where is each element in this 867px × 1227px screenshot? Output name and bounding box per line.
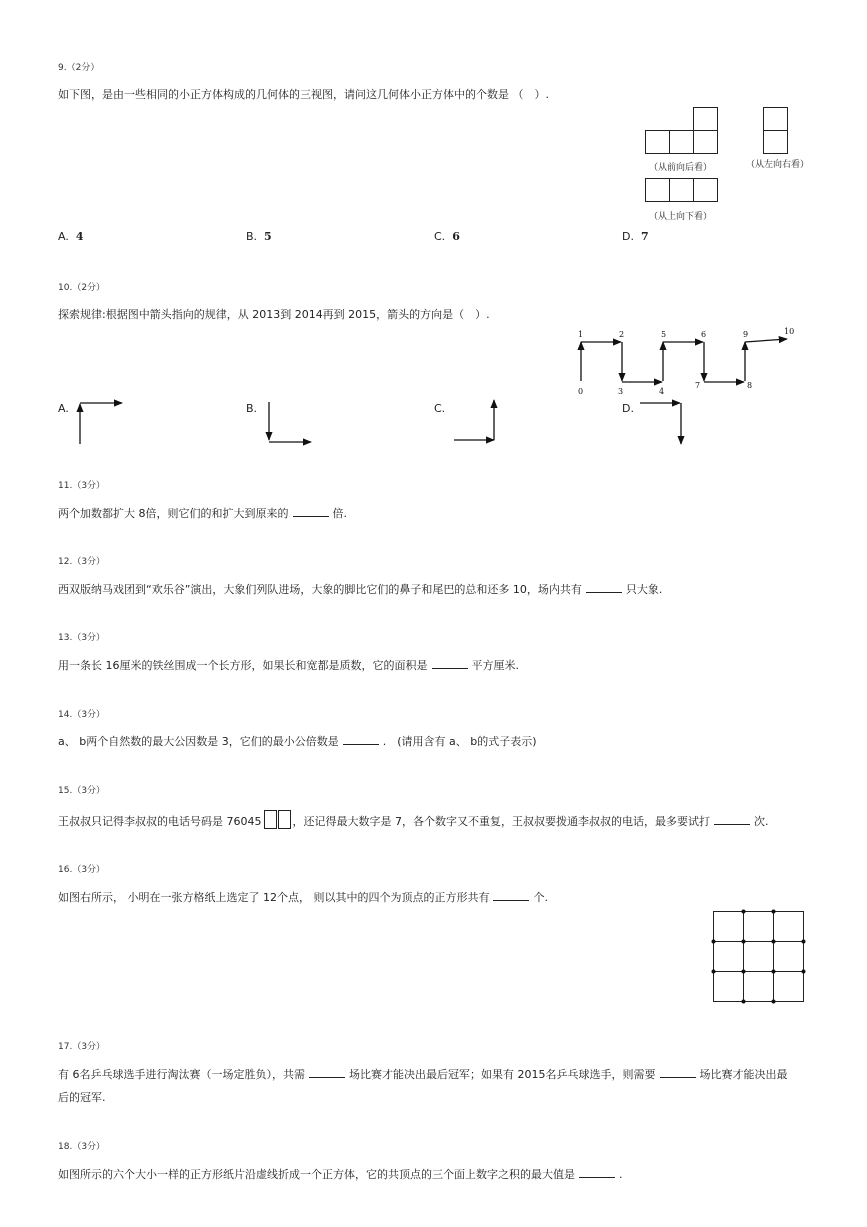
q11-header: [58, 478, 105, 491]
q9-left-view: [763, 106, 793, 156]
q10-option-c-arrows[interactable]: [452, 396, 502, 446]
pattern-label-7: 7: [695, 381, 701, 390]
q15-header: [58, 783, 105, 796]
q12-text: 西双版纳马戏团到“欢乐谷”演出，大象们列队进场，大象的脚比它们的鼻子和尾巴的总和还多 10，场内共有 只大象.: [58, 583, 663, 596]
pattern-label-8: 8: [747, 381, 753, 390]
q15-digit-box-2: [278, 810, 291, 829]
q15-score: （3分）: [72, 786, 106, 796]
q9-option-c[interactable]: C. 6: [434, 230, 460, 243]
q16-dot-grid-figure: [712, 910, 807, 1005]
q15-digit-box-1: [264, 810, 277, 829]
q9-caption-top: （从上向下看）: [649, 212, 713, 222]
q18-answer-blank[interactable]: [579, 1168, 615, 1178]
q9-number: 9.: [58, 63, 67, 73]
q10-option-d-arrows[interactable]: [638, 398, 688, 448]
q16-answer-blank[interactable]: [493, 891, 529, 901]
q11-answer-blank[interactable]: [293, 507, 329, 517]
q13-number: 13.: [58, 633, 73, 643]
q11-score: （3分）: [72, 481, 106, 491]
q14-text: a、 b两个自然数的最大公因数是 3，它们的最小公倍数是 . (请用含有 a、 b的式子表示): [58, 735, 537, 748]
q16-number: 16.: [58, 865, 73, 875]
q11-text: 两个加数都扩大 8倍，则它们的和扩大到原来的 倍.: [58, 507, 347, 520]
q11-number: 11.: [58, 481, 73, 491]
q14-score: （3分）: [72, 710, 106, 720]
q9-caption-front: （从前向后看）: [649, 163, 713, 173]
pattern-label-2: 2: [619, 330, 625, 339]
q10-option-c-label[interactable]: C.: [434, 402, 446, 415]
q15-number: 15.: [58, 786, 73, 796]
q10-score: （2分）: [72, 283, 106, 293]
pattern-label-3: 3: [618, 387, 624, 396]
q10-pattern-figure: [570, 325, 800, 400]
q9-option-b[interactable]: B. 5: [246, 230, 272, 243]
q13-header: [58, 630, 105, 643]
q17-number: 17.: [58, 1042, 73, 1052]
q16-text: 如图右所示， 小明在一张方格纸上选定了 12个点， 则以其中的四个为顶点的正方形共有 个.: [58, 891, 548, 904]
q16-header: [58, 862, 105, 875]
pattern-label-9: 9: [743, 330, 749, 339]
q17-answer-blank-1[interactable]: [309, 1068, 345, 1078]
q12-number: 12.: [58, 557, 73, 567]
pattern-label-6: 6: [701, 330, 707, 339]
q14-answer-blank[interactable]: [343, 735, 379, 745]
q10-option-b-arrows[interactable]: [260, 400, 315, 448]
q14-header: [58, 707, 105, 720]
q18-header: [58, 1139, 105, 1152]
q10-number: 10.: [58, 283, 73, 293]
q15-text: 王叔叔只记得李叔叔的电话号码是 76045 ，还记得最大数字是 7，各个数字又不重复，王叔叔要拨通李叔叔的电话，最多要试打 次.: [58, 810, 769, 829]
pattern-label-10: 10: [784, 327, 795, 336]
q10-header: [58, 280, 105, 293]
q17-header: [58, 1039, 105, 1052]
q13-answer-blank[interactable]: [432, 659, 468, 669]
q9-option-a[interactable]: A. 4: [58, 230, 84, 243]
q9-score: （2分）: [66, 63, 100, 73]
q10-option-a-arrows[interactable]: [72, 396, 127, 446]
q12-header: [58, 554, 105, 567]
pattern-label-1: 1: [578, 330, 584, 339]
q15-answer-blank[interactable]: [714, 815, 750, 825]
q9-option-d[interactable]: D. 7: [622, 230, 649, 243]
pattern-label-0: 0: [578, 387, 584, 396]
q9-front-view: [645, 106, 720, 156]
q17-text-line2: 后的冠军.: [58, 1091, 106, 1104]
q13-score: （3分）: [72, 633, 106, 643]
q17-answer-blank-2[interactable]: [660, 1068, 696, 1078]
q10-text: 探索规律:根据图中箭头指向的规律，从 2013到 2014再到 2015，箭头的方向是（ ）.: [58, 308, 490, 321]
q12-score: （3分）: [72, 557, 106, 567]
q10-option-d-label[interactable]: D.: [622, 402, 634, 415]
q18-text: 如图所示的六个大小一样的正方形纸片沿虚线折成一个正方体，它的共顶点的三个面上数字之积的最大值是 .: [58, 1168, 623, 1181]
q9-text: 如下图，是由一些相同的小正方体构成的几何体的三视图，请问这几何体小正方体中的个数是 （ ）.: [58, 88, 549, 101]
q10-option-a-label[interactable]: A.: [58, 402, 69, 415]
pattern-label-4: 4: [659, 387, 665, 396]
q17-text-line1: 有 6名乒乓球选手进行淘汰赛（一场定胜负），共需 场比赛才能决出最后冠军；如果有 2015名乒乓球选手，则需要 场比赛才能决出最: [58, 1068, 788, 1081]
q9-header: [58, 60, 99, 73]
q12-answer-blank[interactable]: [586, 583, 622, 593]
q14-number: 14.: [58, 710, 73, 720]
q17-score: （3分）: [72, 1042, 106, 1052]
q13-text: 用一条长 16厘米的铁丝围成一个长方形，如果长和宽都是质数，它的面积是 平方厘米.: [58, 659, 519, 672]
pattern-label-5: 5: [661, 330, 667, 339]
q18-number: 18.: [58, 1142, 73, 1152]
q9-caption-left: （从左向右看）: [746, 160, 810, 170]
q18-score: （3分）: [72, 1142, 106, 1152]
q10-option-b-label[interactable]: B.: [246, 402, 258, 415]
q16-score: （3分）: [72, 865, 106, 875]
q9-top-view: [645, 177, 720, 204]
